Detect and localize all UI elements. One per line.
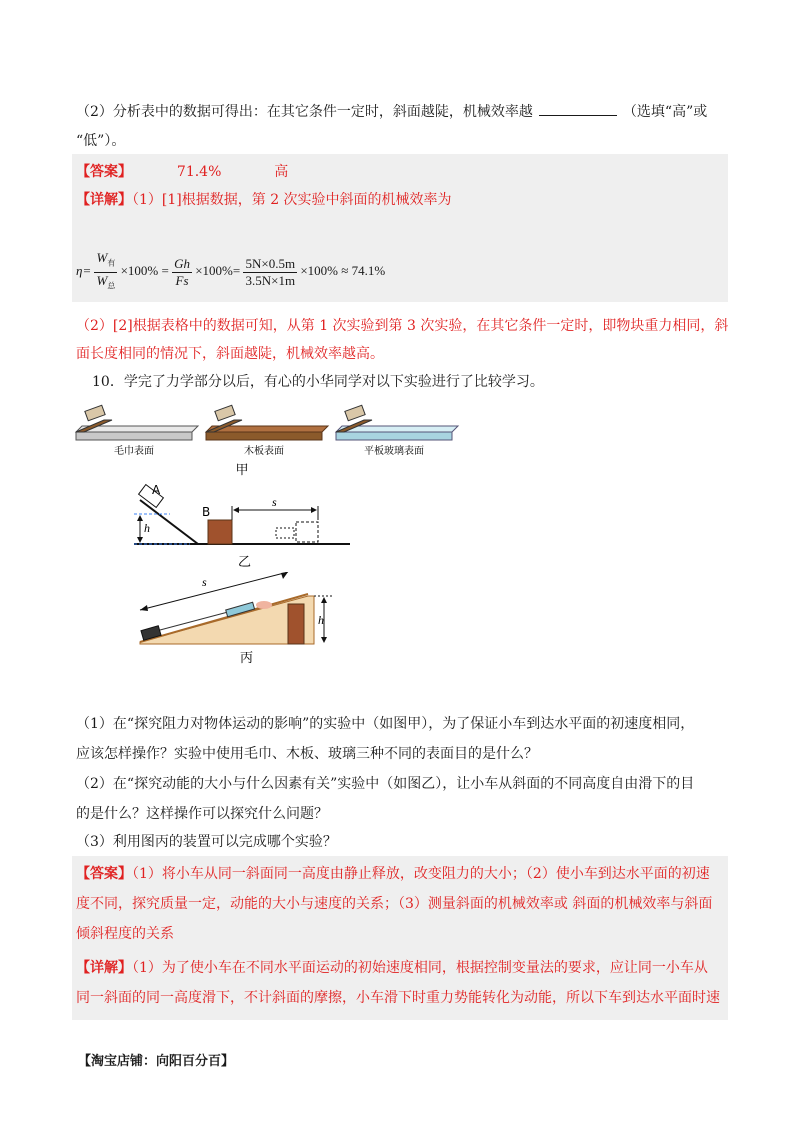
- label-s-yi: s: [272, 495, 277, 509]
- caption-yi: 乙: [238, 555, 252, 570]
- figure-yi: [130, 478, 360, 570]
- formula-fraction-gh: $\frac{Gh}{Fs}$: [174, 255, 190, 288]
- answer-tag: 【答案】: [76, 164, 132, 180]
- q10-q3: （3）利用图丙的装置可以完成哪个实验？: [76, 834, 337, 850]
- q10-detail-line1: 【详解】（1）为了使小车在不同水平面运动的初始速度相同，根据控制变量法的要求，应让同一小车从: [76, 960, 708, 976]
- shop-footer: 【淘宝店铺：向阳百分百】: [78, 1054, 235, 1069]
- q10-answer-line1: 【答案】（1）将小车从同一斜面同一高度由静止释放，改变阻力的大小；（2）使小车到达水平面的初速: [76, 866, 710, 882]
- hand-icon: [256, 601, 272, 609]
- q9-part2-line2: “低”）。: [76, 133, 126, 149]
- cart-icon-3: [345, 405, 365, 421]
- label-h-yi: h: [144, 521, 150, 535]
- formula-fraction-work: $\frac{W_有}{W_总}$: [96, 250, 116, 291]
- q9-detail-1: [76, 190, 452, 210]
- q10-q2-line1: （2）在“探究动能的大小与什么因素有关”实验中（如图乙），让小车从斜面的不同高度自由滑下的目: [76, 776, 695, 792]
- formula-fraction-numbers: $\frac{5N\times 0.5m}{3.5N\times 1m}$: [245, 255, 296, 288]
- caption-jia: 甲: [235, 463, 249, 478]
- caption-bing: 丙: [240, 651, 254, 664]
- q9-answer: [76, 162, 288, 182]
- figure-jia: [72, 402, 472, 482]
- formula-eta: η=: [76, 263, 92, 279]
- label-s-bing: s: [202, 575, 207, 589]
- detail-tag: 【详解】: [76, 960, 132, 976]
- answer-value-1: 71.4%: [176, 164, 222, 180]
- label-a: A: [152, 483, 161, 497]
- q10-q2-line2: 的是什么？这样操作可以探究什么问题？: [76, 806, 328, 822]
- answer-value-2: 高: [274, 164, 289, 180]
- q10-stem: 10．学完了力学部分以后，有心的小华同学对以下实验进行了比较学习。: [92, 374, 544, 390]
- q10-detail-line2: 同一斜面的同一高度滑下，不计斜面的摩擦，小车滑下时重力势能转化为动能，所以下车到达水平面时速: [76, 990, 720, 1006]
- q10-answer-line2: 度不同，探究质量一定，动能的大小与速度的关系；（3）测量斜面的机械效率或 斜面的机械效率与斜面: [76, 896, 713, 912]
- figure-bing: [128, 572, 348, 664]
- q10-q1-line1: （1）在“探究阻力对物体运动的影响”的实验中（如图甲），为了保证小车到达水平面的初速度相同，: [76, 716, 695, 732]
- q9-detail-2-line1: （2）[2]根据表格中的数据可知，从第 1 次实验到第 3 次实验，在其它条件一定时，即物块重力相同，斜: [76, 318, 729, 334]
- q9-part2-line1: [76, 101, 707, 122]
- block-b: [208, 520, 232, 544]
- q9-part2-choice: （选填“高”或: [622, 104, 708, 120]
- q9-part2-text: （2）分析表中的数据可得出：在其它条件一定时，斜面越陡，机械效率越: [76, 104, 533, 120]
- label-glass-surface: 平板玻璃表面: [364, 446, 424, 457]
- label-towel-surface: 毛巾表面: [114, 446, 154, 457]
- cart-icon-1: [85, 405, 105, 421]
- answer-blank: [539, 101, 617, 116]
- label-h-bing: h: [318, 613, 324, 627]
- cart-icon-2: [215, 405, 235, 421]
- q10-q1-line2: 应该怎样操作？实验中使用毛巾、木板、玻璃三种不同的表面目的是什么？: [76, 746, 538, 762]
- efficiency-formula: η= $\frac{W_有}{W_总}$ ×100% = $\frac{Gh}{Fs}$ ×100%= $\frac{5N\times 0.5m}{3.5N\times 1m}$ ×100% ≈ 74.1%: [76, 250, 385, 294]
- q9-detail-2-line2: 面长度相同的情况下，斜面越陡，机械效率越高。: [76, 346, 384, 362]
- support-block: [288, 604, 304, 644]
- label-b: B: [202, 505, 211, 519]
- answer-tag: 【答案】: [76, 866, 132, 882]
- label-wood-surface: 木板表面: [244, 446, 284, 457]
- q10-answer-line3: 倾斜程度的关系: [76, 926, 174, 942]
- detail-tag: 【详解】: [76, 192, 132, 208]
- detail-text: （1）[1]根据数据，第 2 次实验中斜面的机械效率为: [132, 192, 452, 208]
